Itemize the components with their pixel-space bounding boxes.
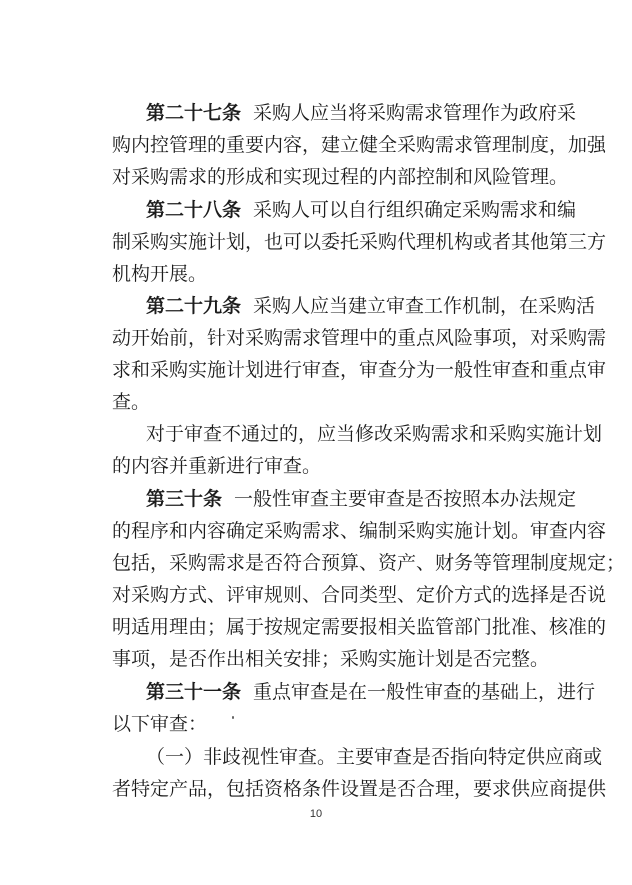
- page-number: 10: [309, 808, 323, 820]
- article-27-line-1: [146, 97, 577, 129]
- article-27-line-2: 购内控管理的重要内容，建立健全采购需求管理制度，加强: [112, 134, 607, 156]
- article-30-line-2: 的程序和内容确定采购需求、编制采购实施计划。审查内容: [112, 520, 607, 542]
- scan-speck: [232, 716, 234, 719]
- article-30-line-4: 对采购方式、评审规则、合同类型、定价方式的选择是否说: [112, 584, 607, 606]
- article-30-text-1: 一般性审查主要审查是否按照本办法规定: [234, 488, 577, 510]
- article-28-line-3: 机构开展。: [112, 263, 208, 285]
- article-30-line-3: 包括，采购需求是否符合预算、资产、财务等管理制度规定；: [112, 552, 626, 574]
- article-29-line-2: 动开始前，针对采购需求管理中的重点风险事项，对采购需: [112, 327, 607, 349]
- article-31-line-1: [146, 676, 596, 708]
- article-29-heading: 第二十九条: [146, 295, 242, 317]
- review-fail-line-2: 的内容并重新进行审查。: [112, 455, 322, 477]
- article-31-text-1: 重点审查是在一般性审查的基础上，进行: [253, 681, 596, 703]
- article-30-line-5: 明适用理由；属于按规定需要报相关监管部门批准、核准的: [112, 616, 607, 638]
- article-28-line-1: [146, 194, 577, 226]
- article-28-heading: 第二十八条: [146, 199, 242, 221]
- article-31-heading: 第三十一条: [146, 681, 242, 703]
- article-27-heading: 第二十七条: [146, 102, 242, 124]
- article-30-line-1: [146, 483, 577, 515]
- article-27-line-3: 对采购需求的形成和实现过程的内部控制和风险管理。: [112, 166, 569, 188]
- article-28-line-2: 制采购实施计划，也可以委托采购代理机构或者其他第三方: [112, 231, 607, 253]
- article-29-line-1: [146, 290, 596, 322]
- article-29-line-4: 查。: [112, 391, 151, 413]
- article-29-line-3: 求和采购实施计划进行审查，审查分为一般性审查和重点审: [112, 359, 607, 381]
- article-30-line-6: 事项，是否作出相关安排；采购实施计划是否完整。: [112, 648, 550, 670]
- article-29-text-1: 采购人应当建立审查工作机制，在采购活: [253, 295, 596, 317]
- article-31-line-2: 以下审查：: [112, 713, 208, 735]
- review-fail-line-1: 对于审查不通过的，应当修改采购需求和采购实施计划: [146, 423, 603, 445]
- item-1-line-1: （一）非歧视性审查。主要审查是否指向特定供应商或: [146, 746, 603, 768]
- article-28-text-1: 采购人可以自行组织确定采购需求和编: [253, 199, 577, 221]
- article-30-heading: 第三十条: [146, 488, 223, 510]
- item-1-line-2: 者特定产品，包括资格条件设置是否合理，要求供应商提供: [112, 778, 607, 800]
- article-27-text-1: 采购人应当将采购需求管理作为政府采: [253, 102, 577, 124]
